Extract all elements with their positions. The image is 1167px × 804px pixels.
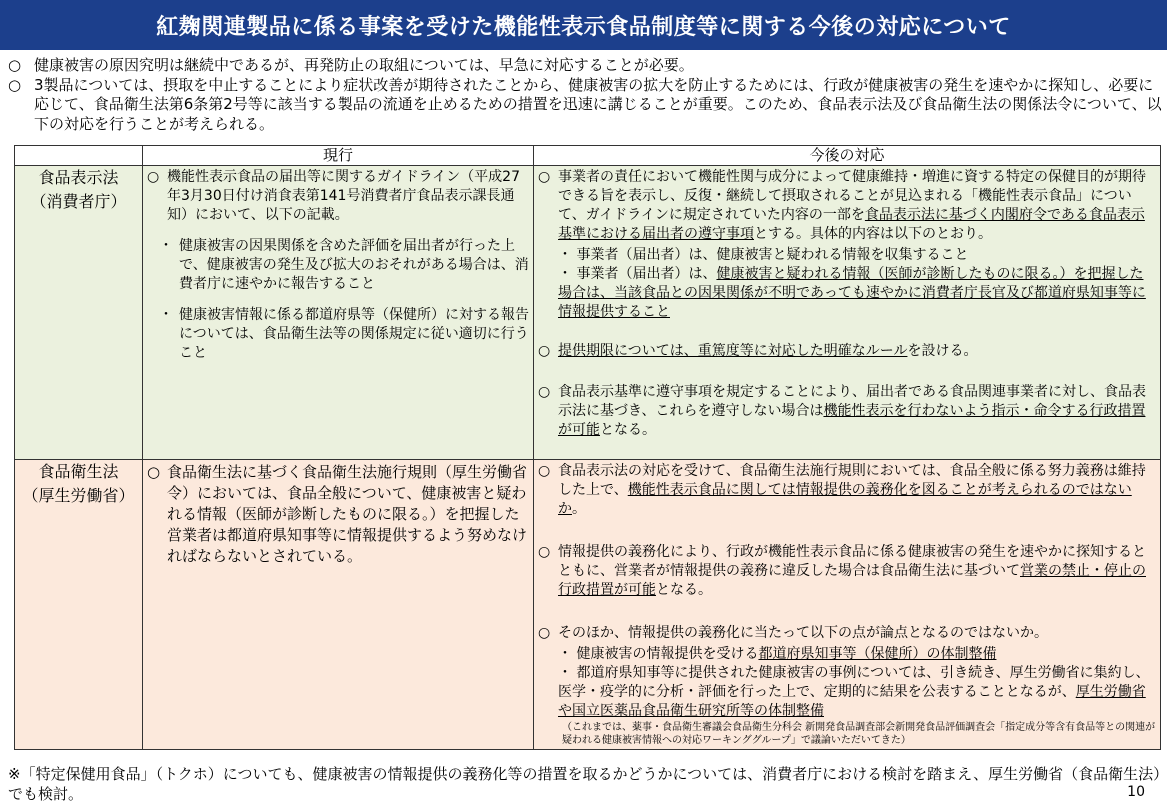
dot-bullet-icon: ・: [159, 238, 173, 254]
row-label-ministry: （厚生労働省）: [22, 486, 135, 505]
page-number: 10: [1127, 784, 1145, 800]
paragraph: [538, 383, 1156, 440]
paragraph: [538, 342, 1156, 361]
intro-text: 3製品については、摂取を中止することにより症状改善が期待されたことから、健康被害の拡大を防止するためには、行政が健康被害の発生を速やかに探知し、必要に応じて、食品衛生法第6条第2号等に該当する製品の流通を止めるための措置を迅速に講じることが重要。このため、食品表示法及び食品衛生法の関係法令について、以下の対応を行うことが考えられる。: [34, 75, 1162, 133]
sub-item: ・ 事業者（届出者）は、健康被害と疑われる情報（医師が診断したものに限る。）を把握した場合は、当該食品との因果関係が不明であっても速やかに消費者庁長官及び都道府県知事等に情報提供すること: [558, 266, 1146, 320]
header-empty: [15, 146, 143, 166]
circle-bullet-icon: ○: [147, 463, 161, 481]
circle-bullet-icon: ○: [8, 75, 22, 94]
paragraph: [538, 462, 1156, 519]
row-label-ministry: （消費者庁）: [30, 192, 127, 211]
row-label: [15, 166, 143, 460]
paragraph: [147, 168, 529, 225]
intro-section: [8, 56, 1163, 134]
header-current: 現行: [143, 146, 534, 166]
paragraph: [538, 624, 1156, 643]
paragraph-text: 提供期限については、重篤度等に対応した明確なルールを設ける。: [558, 343, 978, 359]
table-header-row: [15, 146, 1161, 166]
header-future: 今後の対応: [534, 146, 1161, 166]
circle-bullet-icon: ○: [538, 343, 551, 359]
circle-bullet-icon: ○: [538, 544, 551, 560]
paragraph: [538, 168, 1156, 244]
sub-item: ・ 健康被害の情報提供を受ける都道府県知事等（保健所）の体制整備: [558, 646, 997, 662]
dot-bullet-icon: ・: [159, 307, 173, 323]
row-label-title: 食品衛生法: [38, 462, 119, 481]
table-row-food-sanitation-act: [15, 460, 1161, 750]
row-label-title: 食品表示法: [38, 168, 119, 187]
intro-text: 健康被害の原因究明は継続中であるが、再発防止の取組については、早急に対応することが必要。: [34, 56, 694, 74]
paragraph-text: そのほか、情報提供の義務化に当たって以下の点が論点となるのではないか。: [558, 625, 1048, 641]
current-cell: [143, 166, 534, 460]
paragraph: [538, 543, 1156, 600]
future-cell: [534, 166, 1161, 460]
intro-item: [8, 56, 1163, 76]
comparison-table: [14, 145, 1161, 750]
page-title: 紅麹関連製品に係る事案を受けた機能性表示食品制度等に関する今後の対応について: [0, 0, 1167, 50]
row-label: [15, 460, 143, 750]
circle-bullet-icon: ○: [538, 169, 551, 185]
sub-bullet: [147, 306, 529, 363]
circle-bullet-icon: ○: [8, 56, 22, 74]
future-cell: [534, 460, 1161, 750]
paragraph: [147, 462, 529, 567]
circle-bullet-icon: ○: [538, 625, 551, 641]
sub-item: ・ 事業者（届出者）は、健康被害と疑われる情報を収集すること: [558, 247, 969, 263]
sub-bullet-text: 健康被害情報に係る都道府県等（保健所）に対する報告については、食品衛生法等の関係規定に従い適切に行うこと: [179, 307, 529, 361]
paragraph-text: 食品衛生法に基づく食品衛生法施行規則（厚生労働省令）においては、食品全般について、健康被害と疑われる情報（医師が診断したものに限る。）を把握した営業者は都道府県知事等に情報提供するよう努めなければならないとされている。: [167, 463, 528, 565]
circle-bullet-icon: ○: [147, 169, 160, 185]
sub-bullet-text: 健康被害の因果関係を含めた評価を届出者が行った上で、健康被害の発生及び拡大のおそれがある場合は、消費者庁に速やかに報告すること: [179, 238, 529, 292]
intro-item: [8, 76, 1163, 135]
table-row-food-labeling-act: [15, 166, 1161, 460]
sub-item: ・ 都道府県知事等に提供された健康被害の事例については、引き続き、厚生労働省に集約し、医学・疫学的に分析・評価を行った上で、定期的に結果を公表することとなるが、厚生労働省や国立医薬品食品衛生研究所等の体制整備: [558, 665, 1150, 719]
circle-bullet-icon: ○: [538, 384, 551, 400]
paragraph-text: 機能性表示食品の届出等に関するガイドライン（平成27年3月30日付け消食表第141号消費者庁食品表示課長通知）において、以下の記載。: [167, 169, 520, 223]
paragraph-text: 食品表示法の対応を受けて、食品衛生法施行規則においては、食品全般に係る努力義務は維持した上で、機能性表示食品に関しては情報提供の義務化を図ることが考えられるのではないか。: [558, 463, 1146, 517]
footnote-text: （これまでは、薬事・食品衛生審議会食品衛生分科会 新開発食品調査部会新開発食品評価調査会「指定成分等含有食品等との関連が疑われる健康被害情報への対応ワーキンググループ」で議論いただいてきた）: [562, 722, 1156, 746]
sub-bullet: [147, 237, 529, 294]
circle-bullet-icon: ○: [538, 463, 551, 479]
footer-note: ※「特定保健用食品」（トクホ）についても、健康被害の情報提供の義務化等の措置を取るかどうかについては、消費者庁における検討を踏まえ、厚生労働省（食品衛生法）でも検討。: [8, 765, 1161, 803]
paragraph-text: 事業者の責任において機能性関与成分によって健康維持・増進に資する特定の保健目的が期待できる旨を表示し、反復・継続して摂取されることが見込まれる「機能性表示食品」について、ガイドラインに規定されていた内容の一部を食品表示法に基づく内閣府令である食品表示基準における届出者の遵守事項とする。具体的内容は以下のとおり。: [558, 169, 1146, 242]
paragraph-text: 情報提供の義務化により、行政が機能性表示食品に係る健康被害の発生を速やかに探知するとともに、営業者が情報提供の義務に違反した場合は食品衛生法に基づいて営業の禁止・停止の行政措置が可能となる。: [558, 544, 1146, 598]
paragraph-text: 食品表示基準に遵守事項を規定することにより、届出者である食品関連事業者に対し、食品表示法に基づき、これらを遵守しない場合は機能性表示を行わないよう指示・命令する行政措置が可能となる。: [558, 384, 1146, 438]
current-cell: [143, 460, 534, 750]
